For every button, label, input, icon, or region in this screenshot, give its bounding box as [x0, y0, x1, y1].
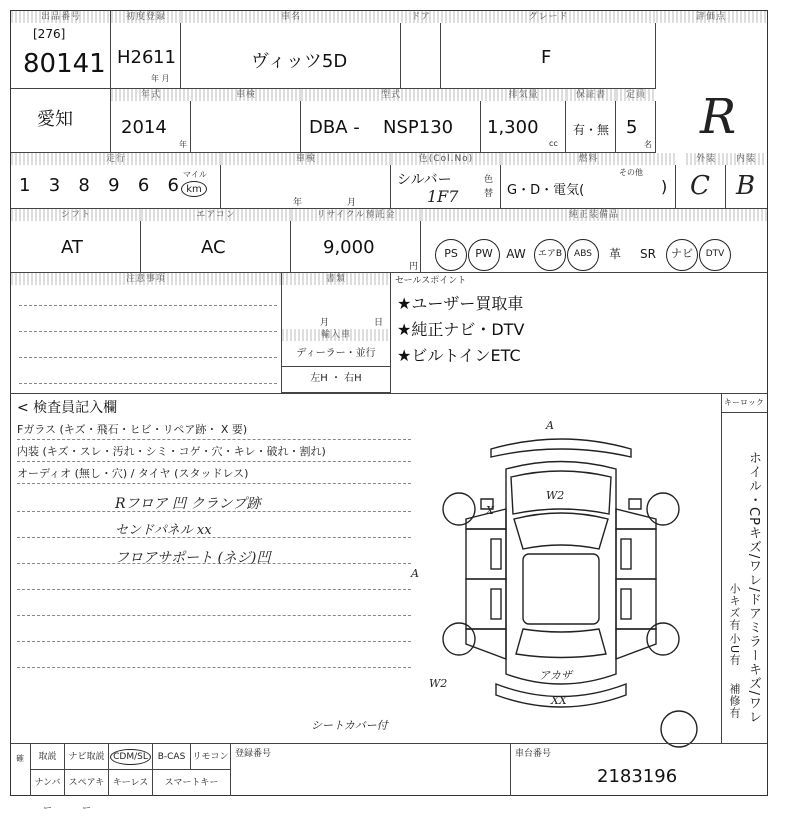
- mileage-digit: 6: [137, 175, 150, 196]
- model-header: 型式: [301, 89, 481, 101]
- doc-month: 月: [320, 318, 330, 328]
- footer-item: ナビ取説: [65, 744, 109, 770]
- aircon-header: エアコン: [141, 209, 291, 221]
- lot-badge: [276]: [33, 27, 66, 41]
- mileage-digit: 9: [108, 175, 120, 196]
- first-reg-month: 11: [153, 47, 176, 68]
- footer-item-circled: [109, 744, 153, 770]
- footer: [11, 743, 767, 814]
- equipment-item: エアB: [534, 239, 566, 271]
- damage-mark: W2: [429, 677, 448, 690]
- inspector-title: < 検査員記入欄: [17, 400, 118, 416]
- displacement-cell: [481, 101, 566, 153]
- exterior-cell: [676, 165, 726, 209]
- score-value: R: [700, 89, 737, 145]
- score-header: 評価点: [656, 11, 766, 23]
- damage-mark: X: [486, 504, 494, 517]
- equipment-item: AW: [506, 247, 526, 261]
- equipment-item: SR: [640, 247, 656, 261]
- lot-cell: [11, 11, 111, 89]
- chassis-box: [511, 744, 767, 796]
- sales-point: ★ユーザー買取車: [397, 294, 524, 313]
- equipment-item: ナビ: [666, 239, 698, 271]
- inspector-area: [15, 395, 415, 695]
- sales-box: [393, 273, 767, 393]
- year-cell: [111, 101, 191, 153]
- steering: 左H ・ 右H: [310, 373, 362, 384]
- equipment-header: 純正装備品: [421, 209, 767, 221]
- handwritten-note: フロアサポート (ネジ)凹: [115, 550, 271, 566]
- grade-header: グレード: [441, 11, 656, 23]
- car-diagram: [311, 399, 711, 739]
- car-name: ヴィッツ5D: [251, 51, 348, 72]
- vehicle-type-header: 車検: [191, 89, 301, 101]
- warranty-header: 保証書: [566, 89, 616, 101]
- damage-mark: A: [411, 567, 419, 580]
- exterior-header: 外装: [686, 153, 726, 165]
- region: 愛知: [37, 109, 73, 130]
- equipment-item: ABS: [567, 239, 599, 271]
- warranty-cell: [566, 101, 616, 153]
- displacement-header: 排気量: [481, 89, 566, 101]
- mileage-digit: 1: [19, 175, 31, 196]
- equipment-item: DTV: [699, 239, 731, 271]
- mileage-digit: 3: [48, 175, 61, 196]
- inspection-cell: [221, 165, 391, 209]
- chassis-label: 車台番号: [515, 749, 552, 759]
- mileage-digit: 8: [78, 175, 90, 196]
- fuel-header: 燃料: [501, 153, 676, 165]
- mileage-header: 走行: [11, 153, 221, 165]
- doc-day: 日: [374, 318, 384, 328]
- sales-point: ★純正ナビ・DTV: [397, 320, 525, 339]
- doors-cell: [401, 23, 441, 89]
- year-unit: 年: [179, 140, 187, 149]
- shift: AT: [61, 237, 83, 258]
- car-name-header: 車名: [181, 11, 401, 23]
- inspector-line: 内装 (キズ・スレ・汚れ・シミ・コゲ・穴・キレ・破れ・割れ): [17, 445, 326, 458]
- damage-mark: XX: [551, 694, 567, 707]
- inspection-year-unit: 年: [293, 198, 303, 208]
- year-header: 年式: [111, 89, 191, 101]
- handwritten-note: センドパネル xx: [115, 523, 212, 538]
- model-prefix: DBA -: [309, 117, 360, 138]
- inspection-month-unit: 月: [347, 198, 357, 208]
- lot-header: 出品番号: [11, 11, 111, 23]
- model: NSP130: [383, 117, 454, 138]
- damage-mark: A: [546, 419, 554, 432]
- footer-item: リモコン: [191, 744, 231, 770]
- warranty: 有・無: [573, 123, 610, 137]
- color-change-label: 色替: [484, 175, 494, 199]
- chassis-number: 2183196: [597, 766, 678, 787]
- doors-header: ドア: [401, 11, 441, 23]
- sales-point: ★ビルトインETC: [397, 346, 521, 365]
- mile-unit: マイル: [183, 170, 207, 179]
- keylock-box: [721, 393, 767, 413]
- recycle-cell: [291, 221, 421, 273]
- note-area: [11, 285, 281, 391]
- first-reg-header: 初度登録: [111, 11, 181, 23]
- note-header: 注意事項: [11, 273, 281, 285]
- side-notes-column: [721, 413, 767, 743]
- inspector-line: オーディオ (無し・穴) / タイヤ (スタッドレス): [17, 467, 249, 480]
- damage-mark: アカザ: [539, 669, 572, 682]
- footer-check: 確: [16, 754, 24, 763]
- color-code: 1F7: [427, 187, 459, 206]
- interior-cell: [726, 165, 767, 209]
- footer-item: スペアキー: [65, 770, 109, 796]
- recycle: 9,000: [323, 237, 375, 258]
- equipment-item: PS: [435, 239, 467, 271]
- footer-item: スマートキー: [153, 770, 231, 796]
- shift-cell: [11, 221, 141, 273]
- side-text: ホイル・CPキズ/ワレ/ドアミラーキズ/ワレ: [746, 451, 761, 725]
- handwritten-note: Rフロア 凹 クランプ跡: [115, 496, 261, 512]
- interior-header: 内装: [726, 153, 766, 165]
- seats: 5: [626, 117, 638, 138]
- reg-label: 登録番号: [235, 749, 272, 759]
- seats-cell: [616, 101, 656, 153]
- fuel: G・D・電気(: [507, 183, 585, 198]
- reg-box: [231, 744, 511, 796]
- year: 2014: [121, 117, 167, 138]
- import-value: ディーラー・並行: [282, 341, 390, 367]
- footer-item-label: CDM/SL: [110, 749, 151, 765]
- first-reg-cell: [111, 23, 181, 89]
- model-cell: [301, 101, 481, 153]
- recycle-header: リサイクル預託金: [291, 209, 421, 221]
- inspection-header: 車検: [221, 153, 391, 165]
- keylock-label: キーロック: [724, 398, 764, 407]
- footer-table: [31, 744, 231, 814]
- doc-header: 書類: [282, 273, 390, 285]
- fuel-close: ): [661, 177, 668, 196]
- grade: F: [541, 47, 552, 68]
- side-note: 小キズ有: [728, 583, 741, 631]
- mileage-digits: [19, 175, 179, 196]
- divider: [11, 393, 767, 394]
- interior-grade: B: [736, 171, 756, 201]
- side-note: 補修有: [728, 683, 741, 719]
- auction-sheet: [10, 10, 768, 814]
- cc-unit: cc: [549, 139, 558, 148]
- equipment-item: 革: [608, 247, 621, 261]
- yen-unit: 円: [409, 262, 419, 272]
- grade-cell: [441, 23, 656, 89]
- footer-item: B-CAS: [153, 744, 191, 770]
- equipment-item: PW: [468, 239, 500, 271]
- first-reg-era: H26: [117, 47, 154, 68]
- color: シルバー: [397, 172, 452, 188]
- fuel-cell: [501, 165, 676, 209]
- km-unit: km: [181, 181, 207, 197]
- region-cell: [11, 89, 111, 153]
- first-reg-units: 年 月: [151, 74, 170, 83]
- seats-header: 定員: [616, 89, 656, 101]
- footer-check-col: [11, 744, 31, 796]
- inspector-line: Fガラス (キズ・飛石・ヒビ・リペア跡・ X 要): [17, 423, 248, 436]
- mileage-digit: 6: [167, 175, 179, 196]
- fuel-other-label: その他: [619, 168, 643, 177]
- damage-mark: W2: [546, 489, 565, 502]
- car-name-cell: [181, 23, 401, 89]
- shift-header: シフト: [11, 209, 141, 221]
- mileage-cell: [11, 165, 221, 209]
- aircon: AC: [201, 237, 226, 258]
- doc-box: [281, 273, 391, 393]
- exterior-grade: C: [690, 171, 710, 201]
- vehicle-type-cell: [191, 101, 301, 153]
- import-header: 輸入車: [282, 329, 390, 341]
- footer-item: ナンバー: [31, 770, 65, 796]
- displacement: 1,300: [487, 117, 539, 138]
- damage-mark: シートカバー付: [311, 719, 388, 732]
- footer-item: キーレス: [109, 770, 153, 796]
- footer-item: 取説: [31, 744, 65, 770]
- side-note: 小U有: [728, 633, 741, 667]
- seats-unit: 名: [644, 140, 652, 149]
- sales-header: セールスポイント: [395, 276, 467, 286]
- lot-number: 80141: [23, 49, 106, 79]
- aircon-cell: [141, 221, 291, 273]
- color-header: 色(Col.No): [391, 153, 501, 165]
- color-cell: [391, 165, 501, 209]
